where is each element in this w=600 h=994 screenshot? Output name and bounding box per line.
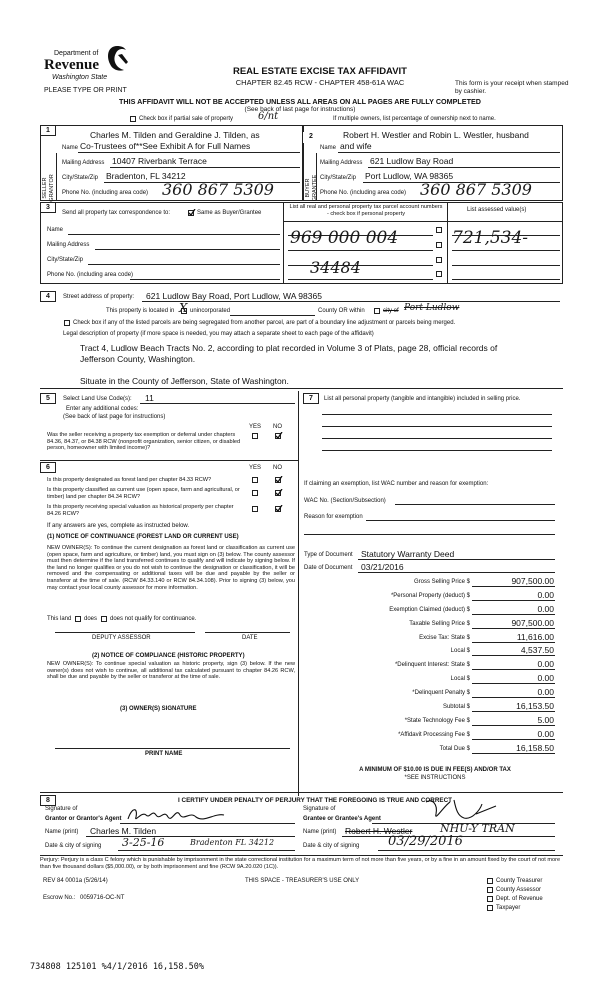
seller-mail-label: Mailing Address [62, 160, 105, 166]
seller-name-line2: Co-Trustees of**See Exhibit A for Full Names [80, 141, 251, 151]
same-as-buyer-label: Same as Buyer/Grantee [197, 210, 262, 216]
city-checkbox[interactable] [374, 308, 380, 314]
grantor-date-label: Date & city of signing [45, 843, 102, 849]
city-hand: Port Ludlow [404, 303, 460, 313]
s6-if-yes: If any answers are yes, complete as instructed below. [47, 523, 190, 529]
tax-value: 5.00 [537, 715, 554, 725]
grantor-date-hand: 3-25-16 [122, 836, 165, 849]
tax-label: Gross Selling Price $ [413, 579, 470, 585]
tax-label: *State Technology Fee $ [404, 718, 470, 724]
form-title: REAL ESTATE EXCISE TAX AFFIDAVIT [232, 66, 407, 77]
s3-city-label: City/State/Zip [47, 257, 84, 263]
tax-value: 0.00 [537, 687, 554, 697]
grantee-name-hand: NHU-Y TRAN [440, 822, 515, 835]
certify-text: I CERTIFY UNDER PENALTY OF PERJURY THAT THE FOREGOING IS TRUE AND CORRECT [178, 797, 452, 804]
see-back-text: (See back of last page for instructions) [244, 106, 356, 113]
segregated-checkbox[interactable] [64, 320, 70, 326]
tax-label: *Affidavit Processing Fee $ [398, 732, 470, 738]
tax-label: Local $ [450, 648, 470, 654]
check-icon [275, 476, 283, 484]
tax-label: Local $ [450, 676, 470, 682]
tax-value: 0.00 [537, 604, 554, 614]
see-instructions: *SEE INSTRUCTIONS [404, 775, 466, 781]
s6-notice2-body: NEW OWNER(S): To continue special valuation as historic property, sign (3) below. If the new owner(s) does not wish to continue, all additional tax calculated pursuant to chapter 84.26 RCW, shall be due and payable by the seller or transferor at the time of sale. [47, 661, 295, 681]
section-2-number: 2 [303, 132, 319, 143]
tax-value: 0.00 [537, 673, 554, 683]
grantee-agent-label: Grantee or Grantee's Agent [303, 816, 381, 822]
does-not-label: does not qualify for continuance. [110, 616, 197, 622]
deputy-date: DATE [242, 635, 258, 641]
receipt-note: This form is your receipt when stamped by cashier. [455, 80, 569, 95]
escrow-label: Escrow No.: [43, 895, 76, 901]
street-value: 621 Ludlow Bay Road, Port Ludlow, WA 98365 [146, 291, 322, 301]
reason-label: Reason for exemption [304, 514, 363, 520]
rev-code: REV 84 0001a (5/26/14) [43, 878, 108, 884]
treasurer-only: THIS SPACE - TREASURER'S USE ONLY [245, 878, 360, 884]
doc-type-label: Type of Document [304, 552, 353, 558]
parcel-1-checkbox[interactable] [436, 227, 442, 233]
section-8-number: 8 [40, 795, 56, 806]
tax-label: Subtotal $ [442, 704, 470, 710]
zip-hand: 34484 [310, 258, 361, 277]
s6-q1-yes[interactable] [252, 477, 258, 483]
check-icon [275, 432, 283, 440]
form-subtitle: CHAPTER 82.45 RCW - CHAPTER 458-61A WAC [235, 78, 405, 87]
buyer-city: Port Ludlow, WA 98365 [365, 171, 454, 181]
buyer-side-label: BUYER GRANTEE [305, 174, 318, 202]
does-checkbox[interactable] [75, 616, 81, 622]
tax-label: Excise Tax: State $ [419, 635, 470, 641]
land-use-label: Select Land Use Code(s): [63, 396, 132, 402]
exemption-label: If claiming an exemption, list WAC number and reason for exemption: [304, 481, 489, 487]
parcel-3-checkbox[interactable] [436, 257, 442, 263]
buyer-name-line2: and wife [340, 141, 372, 151]
tax-label: Taxable Selling Price $ [409, 621, 470, 627]
s3-phone-label: Phone No. (including area code) [47, 272, 134, 278]
parcel-4-checkbox[interactable] [436, 271, 442, 277]
located-label: This property is located in [106, 308, 175, 314]
s6-no: NO [273, 465, 282, 471]
does-not-checkbox[interactable] [101, 616, 107, 622]
same-as-buyer-checkbox[interactable] [188, 210, 194, 216]
assessed-hand: 721,534- [452, 228, 529, 248]
signature-grantor-icon [124, 805, 229, 825]
grantor-name: Charles M. Tilden [90, 826, 157, 836]
s5-question: Was the seller receiving a property tax exemption or deferral under chapters 84.36, 84.37, or 84.38 RCW (nonprofit organization, senior citizen, or disabled person, homeowner with limited income)? [47, 432, 241, 452]
unincorporated-label: unincorporated [190, 308, 231, 314]
unincorporated-mark: X [179, 301, 188, 315]
dist-item: Dept. of Revenue [496, 896, 543, 902]
agency-line2: Revenue [44, 57, 99, 73]
parcel-hand: 969 000 004 [290, 228, 399, 248]
wac-label: WAC No. (Section/Subsection) [304, 498, 386, 504]
dist-taxpayer-checkbox[interactable] [487, 905, 493, 911]
section-3-number: 3 [40, 202, 56, 213]
section-6-number: 6 [40, 462, 56, 473]
grantee-date-hand: 03/29/2016 [388, 834, 463, 849]
tax-value: 907,500.00 [511, 618, 554, 628]
s5-no: NO [273, 424, 282, 430]
segregated-label: Check box if any of the listed parcels are being segregated from another parcel, are part of a boundary line adjustment or parcels being merged. [73, 320, 456, 326]
buyer-name-line1: Robert H. Westler and Robin L. Westler, husband [343, 130, 529, 140]
tax-value: 4,537.50 [520, 645, 554, 655]
seller-city: Bradenton, FL 34212 [106, 171, 186, 181]
s6-q3-no[interactable] [275, 506, 281, 512]
s6-notice2-title: (2) NOTICE OF COMPLIANCE (HISTORIC PROPERTY) [92, 653, 245, 659]
check-icon [275, 505, 283, 513]
s5-no-checkbox[interactable] [275, 433, 281, 439]
dist-revenue-checkbox[interactable] [487, 896, 493, 902]
multiple-owners-note: If multiple owners, list percentage of ownership next to name. [333, 116, 496, 122]
seller-name-label: Name [62, 145, 79, 151]
grantor-sig-label: Signature of [45, 806, 78, 812]
tax-value: 16,158.50 [516, 743, 554, 753]
s6-notice1-title: (1) NOTICE OF CONTINUANCE (FOREST LAND OR CURRENT USE) [47, 534, 239, 540]
grantor-name-label: Name (print) [45, 829, 79, 835]
legal-line1: Tract 4, Ludlow Beach Tracts No. 2, according to plat recorded in Volume 3 of Plats, page 28, official records of [80, 343, 498, 353]
city-of-label: city of [383, 308, 399, 314]
tax-value: 907,500.00 [511, 576, 554, 586]
legal-line2: Jefferson County, Washington. [80, 354, 196, 364]
county-label: County OR within [318, 308, 365, 314]
s6-q2-yes[interactable] [252, 490, 258, 496]
perjury-text: Perjury: Perjury is a class C felony which is punishable by imprisonment in the state correctional institution for a maximum term of not more than five years, or by a fine in an amount fixed by the court of not more than five thousand dollars ($5,000.00), or by both imprisonment and fine (RCW 9A.20.020 (1C)). [40, 857, 561, 870]
section-1-number: 1 [40, 125, 56, 136]
owner-signature: (3) OWNER(S) SIGNATURE [120, 706, 197, 712]
s5-yes-checkbox[interactable] [252, 433, 258, 439]
buyer-mail-label: Mailing Address [320, 160, 363, 166]
section-4-number: 4 [40, 291, 56, 302]
cashier-stamp: 734808 125101 %4/1/2016 16,158.50% [30, 962, 204, 972]
send-label: Send all property tax correspondence to: [62, 210, 171, 216]
print-name: PRINT NAME [145, 751, 183, 757]
grantor-city-hand: Bradenton FL 34212 [190, 838, 275, 847]
grantee-name-label: Name (print) [303, 829, 337, 835]
doc-date-label: Date of Document [304, 565, 353, 571]
s5-see-back: (See back of last page for instructions) [63, 414, 166, 420]
seller-city-label: City/State/Zip [62, 175, 99, 181]
buyer-phone-hand: 360 867 5309 [420, 180, 532, 199]
s3-mail-label: Mailing Address [47, 242, 90, 248]
deputy-assessor: DEPUTY ASSESSOR [92, 635, 151, 641]
partial-sale-checkbox[interactable] [130, 116, 136, 122]
tax-label: *Delinquent Penalty $ [412, 690, 470, 696]
check-icon [275, 489, 283, 497]
seller-phone-label: Phone No. (including area code) [62, 190, 149, 196]
assessed-header: List assessed value(s) [467, 207, 527, 213]
seller-name-line1: Charles M. Tilden and Geraldine J. Tilden, as [90, 130, 260, 140]
doc-type-value: Statutory Warranty Deed [361, 549, 455, 559]
legal-line3: Situate in the County of Jefferson, State of Washington. [80, 376, 289, 386]
tax-value: 0.00 [537, 659, 554, 669]
parcel-header: List all real and personal property tax parcel account numbers - check box if personal property [289, 204, 443, 217]
additional-codes-label: Enter any additional codes: [66, 406, 139, 412]
grantee-name-struck: Robert H. Westler [345, 826, 413, 836]
grantee-sig-label: Signature of [303, 806, 336, 812]
escrow-number: 0059716-OC-NT [80, 895, 125, 901]
parcel-2-checkbox[interactable] [436, 242, 442, 248]
s6-q2: Is this property classified as current use (open space, farm and agricultural, or timber) land per chapter 84.34 RCW? [47, 487, 240, 500]
please-type: PLEASE TYPE OR PRINT [44, 87, 127, 94]
grantor-agent-label: Grantor or Grantor's Agent [45, 816, 122, 822]
buyer-name-label: Name [320, 145, 337, 151]
legal-label: Legal description of property (if more space is needed, you may attach a separate sheet to each page of the affidavit) [63, 331, 374, 337]
dist-treasurer-checkbox[interactable] [487, 878, 493, 884]
buyer-mail: 621 Ludlow Bay Road [370, 156, 454, 166]
does-label: does [84, 616, 98, 622]
tax-value: 16,153.50 [516, 701, 554, 711]
tax-label: *Personal Property (deduct) $ [390, 593, 470, 599]
dist-assessor-checkbox[interactable] [487, 887, 493, 893]
tax-value: 0.00 [537, 590, 554, 600]
s6-notice1-body: NEW OWNER(S): To continue the current designation as forest land or classification as current use (open space, farm and agriculture, or timber) land, you must sign on (3) below. The county assessor must then determine if the land transferred continues to qualify and will indicate by signing below. If the land no longer qualifies or you do not wish to continue the designation or classification, it will be removed and the compensating or additional taxes will be due and payable by the seller or transferor at the time of sale. (RCW 84.33.140 or RCW 84.34.108). Prior to signing (3) below, you may contact your local county assessor for more information. [47, 545, 295, 591]
dist-item: County Treasurer [496, 878, 543, 884]
seller-side-label: SELLER GRANTOR [42, 174, 55, 202]
s6-yes: YES [249, 465, 262, 471]
tax-value: 0.00 [537, 729, 554, 739]
doc-date-value: 03/21/2016 [361, 562, 404, 572]
tax-value: 11,616.00 [516, 632, 554, 642]
s6-q1-no[interactable] [275, 477, 281, 483]
dist-item: County Assessor [496, 887, 542, 893]
tax-label: *Delinquent Interest: State $ [394, 662, 470, 668]
warning-text: THIS AFFIDAVIT WILL NOT BE ACCEPTED UNLESS ALL AREAS ON ALL PAGES ARE FULLY COMPLETED [119, 97, 481, 106]
seller-phone-hand: 360 867 5309 [162, 180, 274, 199]
revenue-logo-icon [104, 44, 130, 74]
minimum-note: A MINIMUM OF $10.00 IS DUE IN FEE(S) AND/OR TAX [359, 767, 511, 773]
section-5-number: 5 [40, 393, 56, 404]
s6-q3: Is this property receiving special valuation as historical property per chapter 84.26 RCW? [47, 504, 234, 517]
partial-sale-hand: 6/nt [258, 111, 279, 122]
check-icon [188, 209, 196, 217]
buyer-phone-label: Phone No. (including area code) [320, 190, 407, 196]
s3-name-label: Name [47, 227, 64, 233]
agency-line1: Department of [54, 50, 99, 57]
personal-property-label: List all personal property (tangible and intangible) included in selling price. [324, 396, 521, 402]
tax-label: Total Due $ [439, 746, 470, 752]
s5-yes: YES [249, 424, 262, 430]
partial-sale-label: Check box if partial sale of property [139, 116, 234, 122]
s6-q2-no[interactable] [275, 490, 281, 496]
signature-grantee-icon [420, 796, 500, 824]
tax-label: Exemption Claimed (deduct) $ [389, 607, 470, 613]
buyer-city-label: City/State/Zip [320, 175, 357, 181]
this-land-label: This land [47, 616, 72, 622]
street-label: Street address of property: [63, 294, 135, 300]
revenue-logo [44, 44, 134, 86]
dist-item: Taxpayer [496, 905, 521, 911]
section-7-number: 7 [303, 393, 319, 404]
s6-q3-yes[interactable] [252, 506, 258, 512]
land-use-value: 11 [145, 393, 154, 403]
agency-line3: Washington State [52, 74, 108, 81]
grantee-date-label: Date & city of signing [303, 843, 360, 849]
s6-q1: Is this property designated as forest land per chapter 84.33 RCW? [47, 477, 212, 483]
seller-mail: 10407 Riverbank Terrace [112, 156, 207, 166]
